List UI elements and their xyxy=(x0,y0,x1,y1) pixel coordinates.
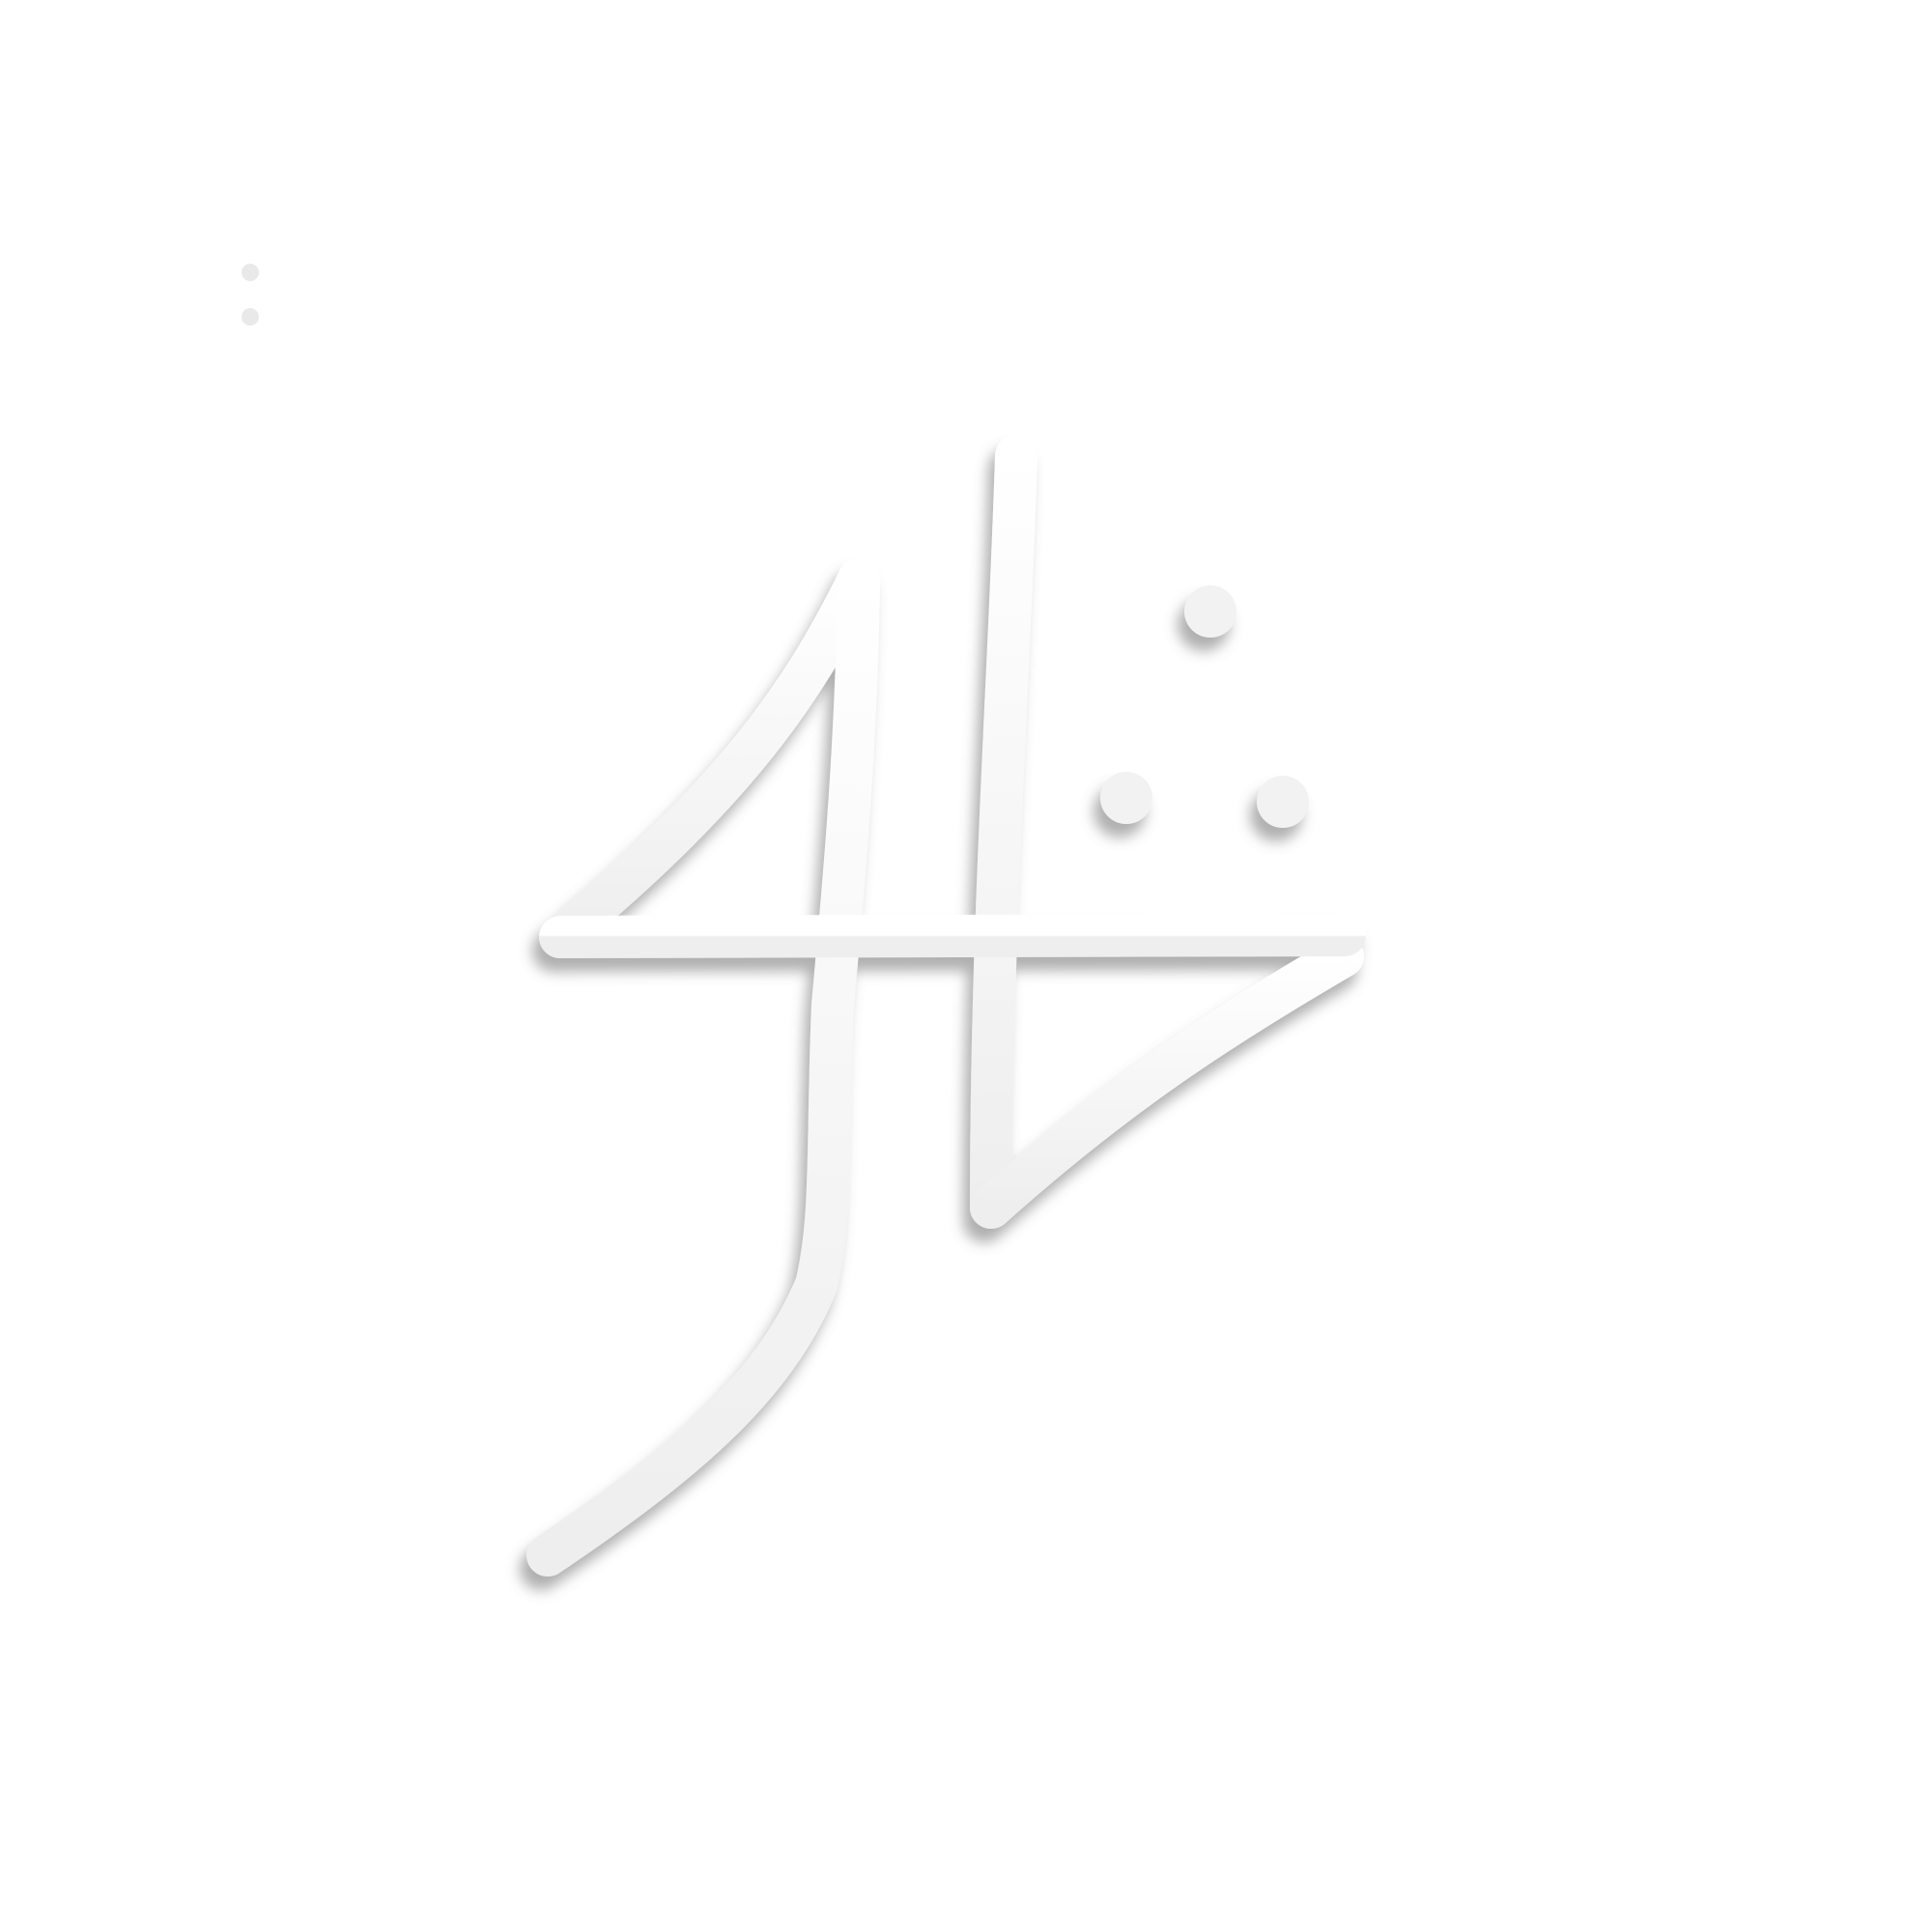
horizontal-bar-stroke xyxy=(560,935,1345,937)
right-vertical-stroke xyxy=(991,456,1016,1208)
corner-mark-bottom xyxy=(242,308,259,326)
right-flag-stroke xyxy=(991,956,1343,1208)
dot-right xyxy=(1257,776,1309,828)
left-vertical-tail-stroke xyxy=(548,580,859,1555)
dot-top xyxy=(1184,585,1236,638)
corner-mark-top xyxy=(242,264,259,281)
sigil-strokes xyxy=(548,456,1345,1555)
dot-left xyxy=(1100,772,1152,824)
left-diagonal-stroke xyxy=(560,580,859,937)
